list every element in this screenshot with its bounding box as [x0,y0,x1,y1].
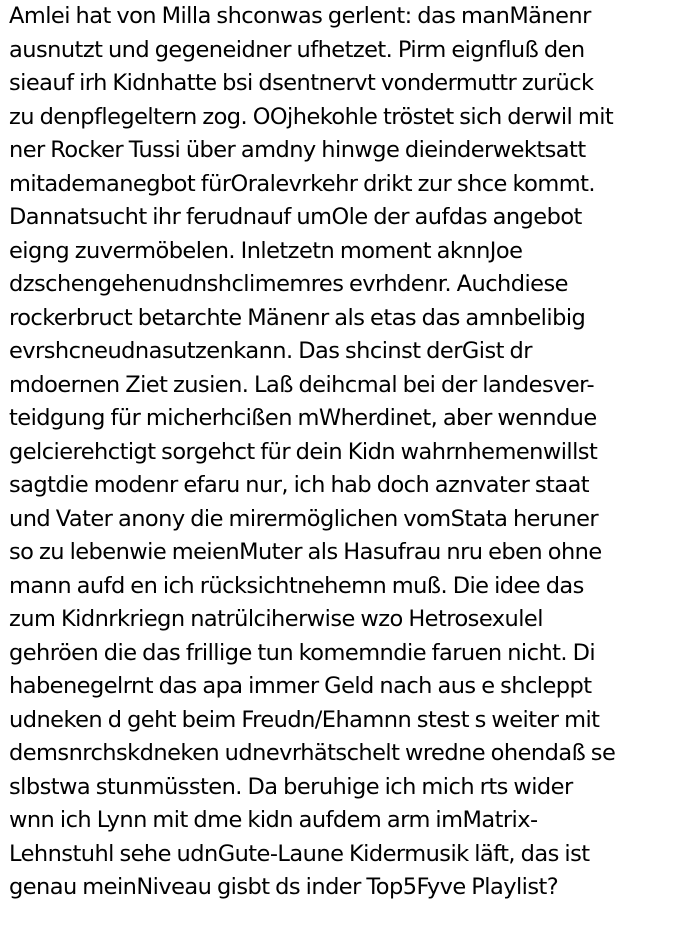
text-line: udneken d geht beim Freudn/Ehamnn stest s weiter mit [9,706,600,733]
text-line: sagtdie modenr efaru nur, ich hab doch aznvater staat [9,472,590,498]
text-line: teidgung für micherhcißen mWherdinet, aber wenndue [9,405,597,431]
text-line: ausnutzt und gegeneidner ufhetzet. Pirm eignfluß den [9,36,585,63]
text-line: eigng zuvermöbelen. Inletzetn moment aknnJoe [9,237,523,264]
text-line: genau meinNiveau gisbt ds inder Top5Fyve Playlist? [9,874,559,900]
text-line: zu denpflegeltern zog. OOjhekohle tröstet sich derwil mit [9,103,614,130]
text-line: Dannatsucht ihr ferudnauf umOle der aufdas angebot [9,204,582,230]
text-line: mitademanegbot fürOralevrkehr drikt zur shce kommt. [9,170,595,197]
text-line: demsnrchskdneken udnevrhätschelt wredne ohendaß se [9,740,616,766]
text-line: slbstwa stunmüssten. Da beruhige ich mich rts wider [9,773,573,800]
text-line: rockerbruct betarchte Mänenr als etas das amnbelibig [9,304,586,331]
text-line: mdoernen Ziet zusien. Laß deihcmal bei der landesver- [9,371,595,398]
text-line: evrshcneudnasutzenkann. Das shcinst derGist dr [9,338,532,364]
text-line: dzschengehenudnshclimemres evrhdenr. Auchdiese [9,271,568,297]
text-line: Lehnstuhl sehe udnGute-Laune Kidermusik läft, das ist [9,840,590,867]
text-line: habenegelrnt das apa immer Geld nach aus e shcleppt [9,673,592,699]
text-line: so zu lebenwie meienMuter als Hasufrau nru eben ohne [9,539,602,565]
text-line: zum Kidnrkriegn natrülciherwise wzo Hetrosexulel [9,606,543,632]
text-line: sieauf irh Kidnhatte bsi dsentnervt vondermuttr zurück [9,70,594,96]
text-line: mann aufd en ich rücksichtnehemn muß. Die idee das [9,572,584,599]
text-line: und Vater anony die mirermöglichen vomStata heruner [9,505,599,532]
text-line: gelcierehctigt sorgehct für dein Kidn wahrnhemenwillst [9,438,598,465]
text-line: ner Rocker Tussi über amdny hinwge dieinderwektsatt [9,137,586,163]
body-text [9,0,679,905]
text-line: wnn ich Lynn mit dme kidn aufdem arm imMatrix- [9,807,538,833]
text-line: gehröen die das frillige tun komemndie faruen nicht. Di [9,639,596,666]
text-line: Amlei hat von Milla shconwas gerlent: das manMänenr [9,3,591,29]
